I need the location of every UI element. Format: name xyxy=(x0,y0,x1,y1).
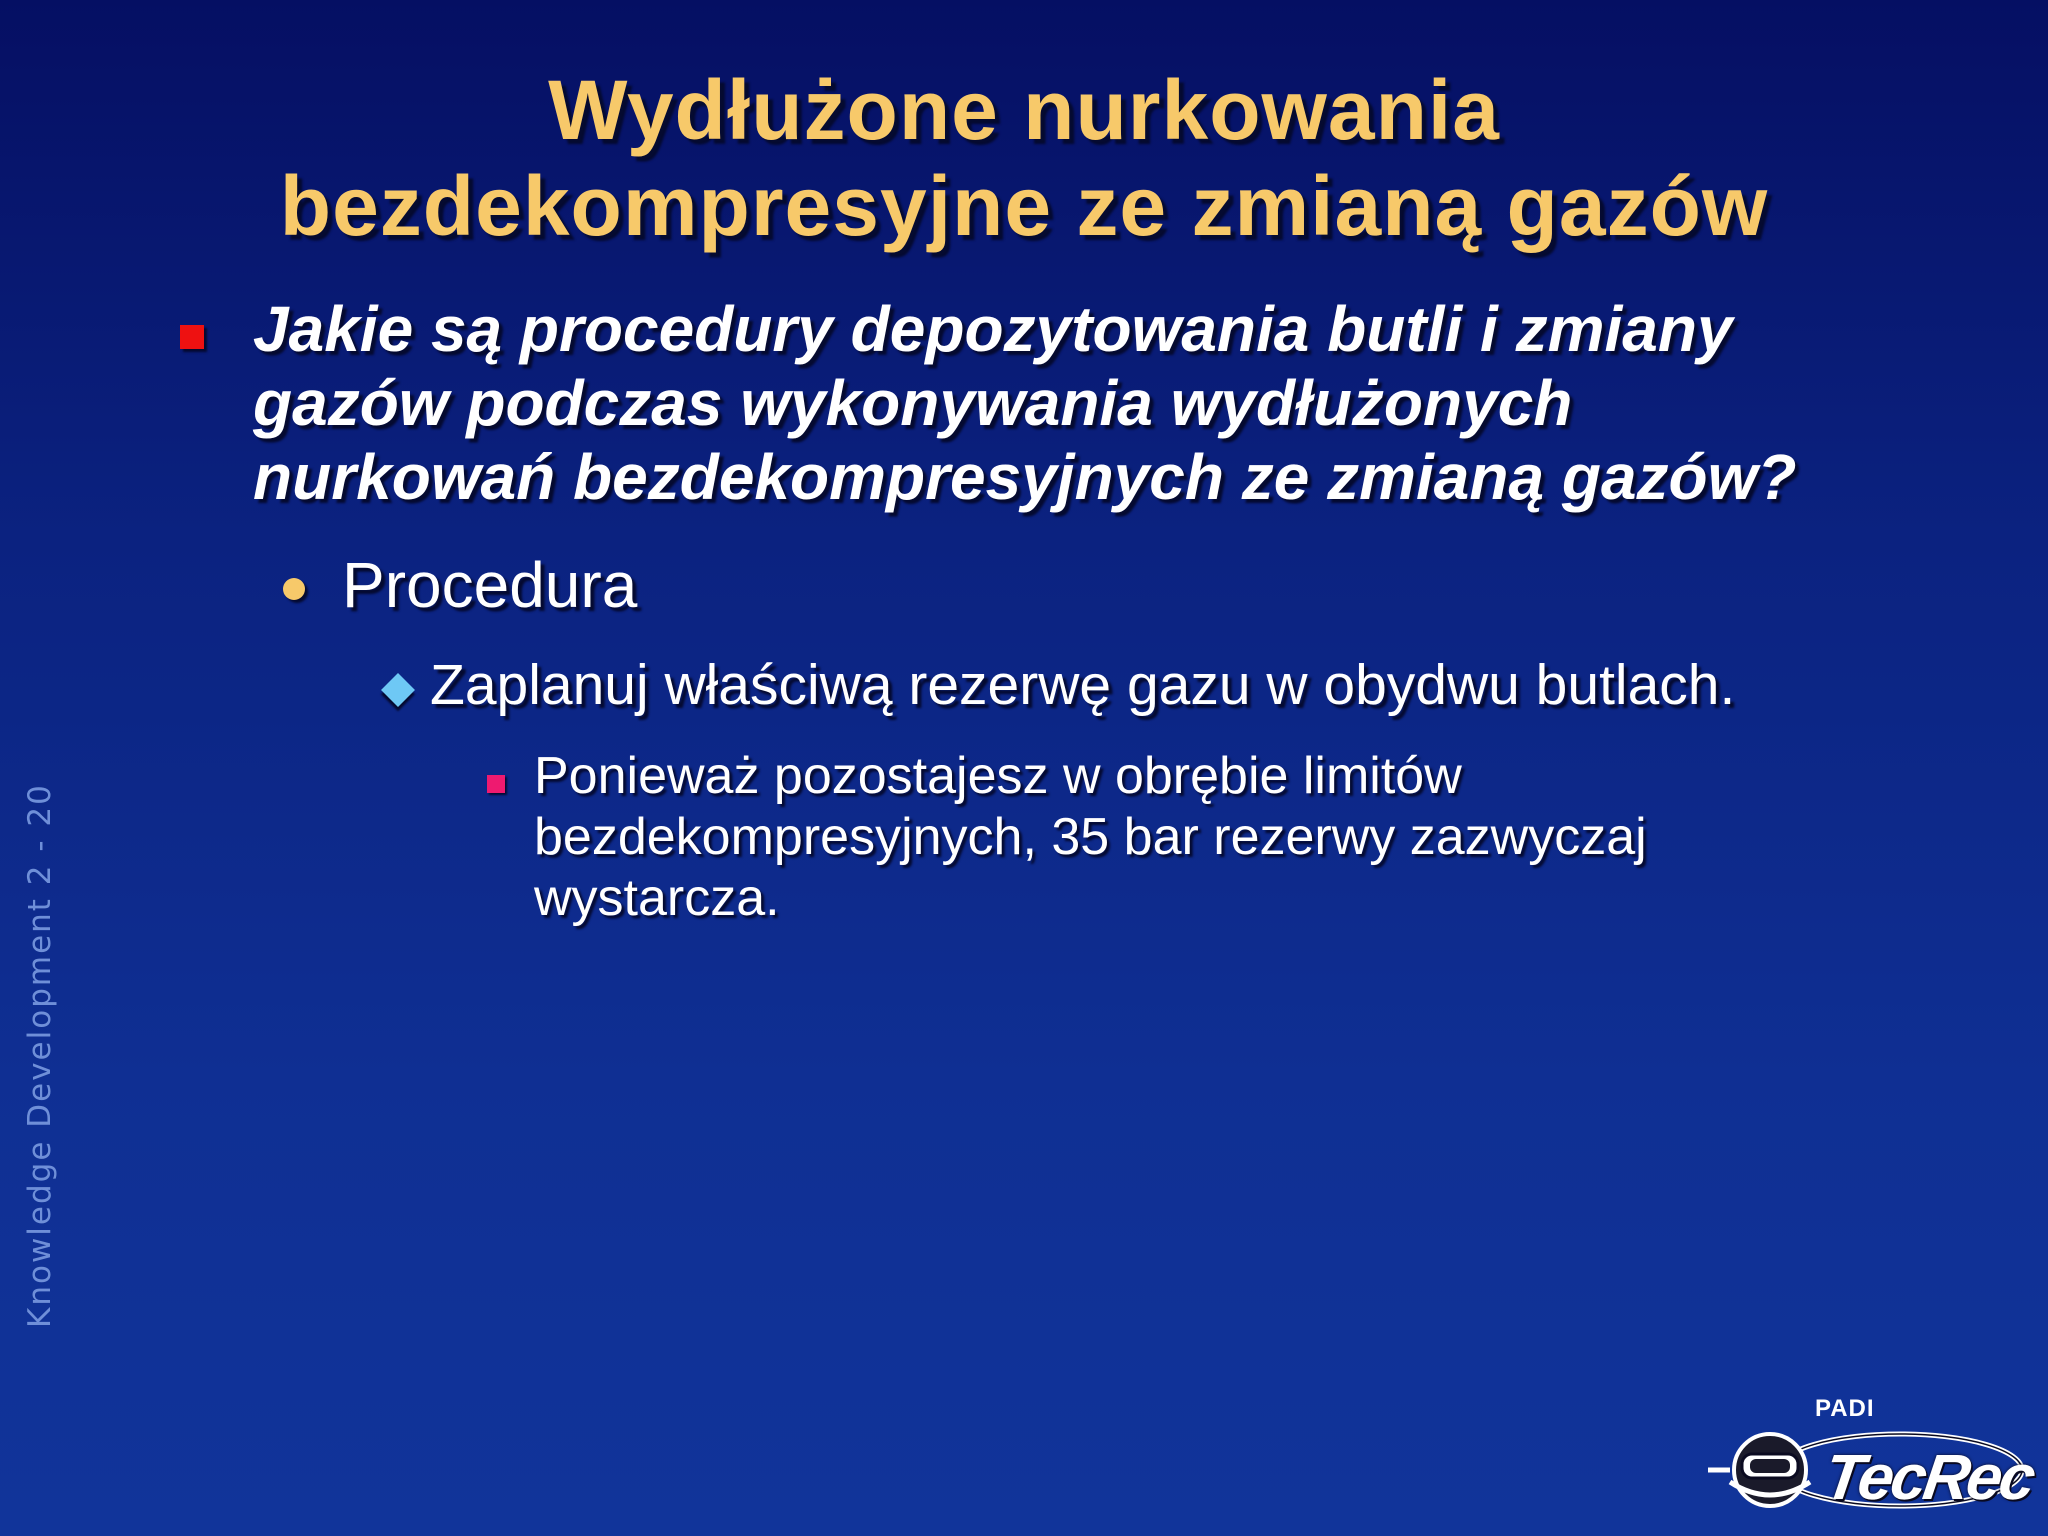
small-square-bullet-icon xyxy=(487,775,505,793)
question-bullet xyxy=(253,292,1953,514)
question-line-1: Jakie są procedury depozytowania butli i zmiany xyxy=(253,293,1733,365)
question-line-2: gazów podczas wykonywania wydłużonych xyxy=(253,367,1573,439)
diamond-bullet-icon xyxy=(381,673,415,707)
square-bullet-icon xyxy=(180,325,204,349)
slide-title-line-2: bezdekompresyjne ze zmianą gazów xyxy=(279,159,1769,253)
logo-padi-text: PADI xyxy=(1815,1395,1875,1422)
dot-bullet-icon xyxy=(283,578,305,600)
reserve-detail-line-1: Ponieważ pozostajesz w obrębie limitów xyxy=(534,747,1462,805)
procedure-bullet: Procedura xyxy=(342,549,638,621)
question-line-3: nurkowań bezdekompresyjnych ze zmianą gazów? xyxy=(253,441,1797,513)
reserve-detail-bullet xyxy=(534,746,1934,929)
slide-number-label: Knowledge Development 2 - 20 xyxy=(22,783,58,1328)
slide-title xyxy=(0,62,2048,254)
plan-reserve-bullet: Zaplanuj właściwą rezerwę gazu w obydwu butlach. xyxy=(430,653,1736,717)
padi-tecrec-logo xyxy=(1700,1390,2038,1520)
slide-title-line-1: Wydłużone nurkowania xyxy=(548,63,1500,157)
logo-tecrec-text: TecRec xyxy=(1819,1441,2038,1513)
reserve-detail-line-2: bezdekompresyjnych, 35 bar rezerwy zazwyczaj xyxy=(534,808,1647,866)
reserve-detail-line-3: wystarcza. xyxy=(534,869,780,927)
